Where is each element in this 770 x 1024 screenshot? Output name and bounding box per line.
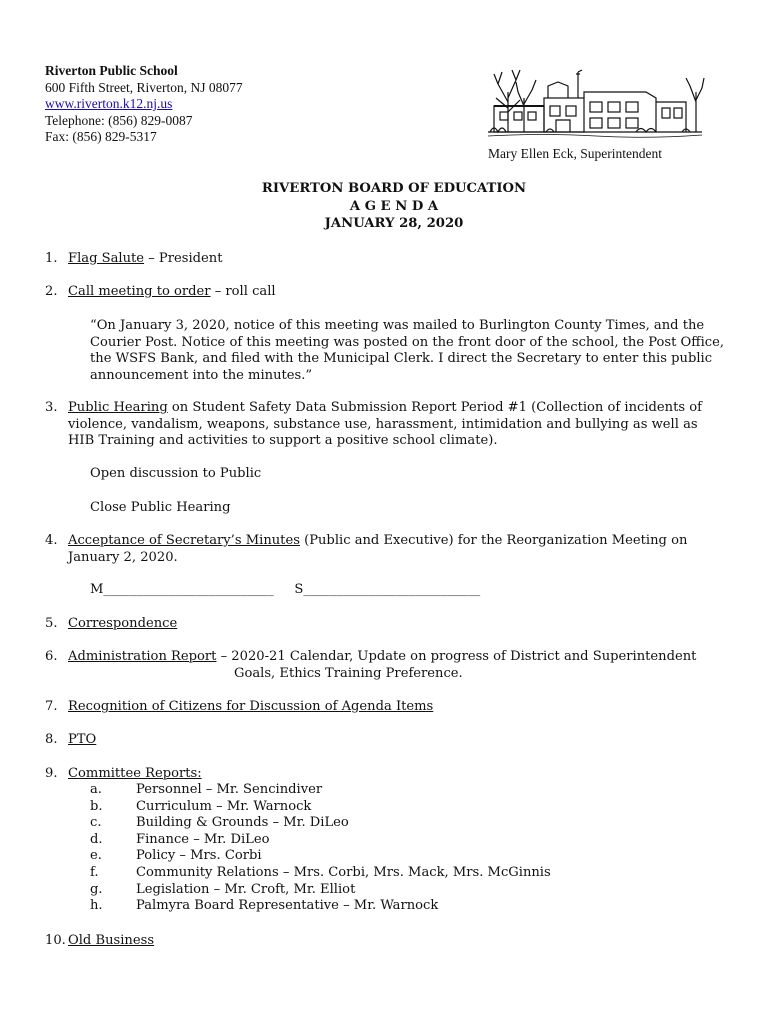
item-label: Committee Reports: (68, 766, 202, 781)
school-building-illustration (486, 62, 706, 140)
agenda-item-correspondence (45, 616, 735, 633)
agenda-item-old-business (45, 933, 735, 950)
item-number: 9. (45, 766, 58, 781)
committee-letter: d. (90, 831, 103, 847)
committee-list (45, 782, 735, 922)
agenda-item-committee-reports (45, 766, 735, 783)
committee-letter: h. (90, 898, 103, 914)
agenda-item-public-hearing (45, 400, 735, 450)
agenda-item-flag-salute (45, 251, 735, 268)
item-detail-line: January 2, 2020. (68, 549, 178, 565)
item-detail: – 2020-21 Calendar, Update on progress of District and Superintendent (216, 649, 697, 664)
agenda-item-recognition-of-citizens (45, 699, 735, 716)
agenda-item-call-to-order (45, 284, 735, 301)
fax: Fax: (856) 829-5317 (45, 129, 157, 145)
notice-line: announcement into the minutes.” (90, 367, 313, 383)
item-label: Recognition of Citizens for Discussion of Agenda Items (68, 699, 434, 714)
notice-line: the WSFS Bank, and filed with the Municipal Clerk. I direct the Secretary to enter this public (90, 351, 713, 367)
committee-letter: a. (90, 782, 102, 797)
agenda-heading: A G E N D A (349, 198, 439, 214)
committee-text: Palmyra Board Representative – Mr. Warnock (136, 898, 439, 914)
item-detail-line: violence, vandalism, weapons, substance use, harassment, intimidation and bullying as well as (68, 416, 698, 432)
item-detail-line: HIB Training and activities to support a positive school climate). (68, 433, 498, 449)
item-label: Flag Salute (68, 251, 145, 266)
item-number: 10. (45, 933, 66, 948)
item-number: 2. (45, 284, 58, 299)
item-number: 6. (45, 649, 58, 664)
agenda-title-block (0, 180, 770, 233)
motion-second-line: M__________________________ S___________________________ (90, 582, 481, 597)
superintendent-name: Mary Ellen Eck, Superintendent (488, 146, 662, 161)
item-detail: – President (144, 251, 223, 266)
close-hearing: Close Public Hearing (90, 500, 231, 515)
item-detail: – roll call (210, 284, 276, 299)
item-detail-line: Goals, Ethics Training Preference. (234, 665, 463, 681)
item-number: 7. (45, 699, 58, 714)
committee-text: Policy – Mrs. Corbi (136, 848, 262, 864)
public-notice-statement (90, 318, 770, 384)
committee-letter: b. (90, 798, 103, 814)
meeting-date: JANUARY 28, 2020 (324, 216, 464, 232)
item-label: Public Hearing (68, 400, 168, 415)
item-number: 4. (45, 533, 58, 548)
committee-text: Community Relations – Mrs. Corbi, Mrs. Mack, Mrs. McGinnis (136, 865, 551, 880)
agenda-item-pto (45, 732, 735, 749)
item-detail: on Student Safety Data Submission Report Period #1 (Collection of incidents of (167, 400, 702, 415)
committee-letter: g. (90, 881, 103, 897)
item-label: Acceptance of Secretary’s Minutes (68, 533, 300, 548)
item-number: 5. (45, 616, 58, 631)
committee-letter: c. (90, 815, 102, 831)
item-label: Correspondence (68, 616, 178, 631)
board-title: RIVERTON BOARD OF EDUCATION (261, 181, 527, 196)
school-address: 600 Fifth Street, Riverton, NJ 08077 (45, 79, 243, 95)
item-number: 8. (45, 732, 58, 747)
committee-text: Curriculum – Mr. Warnock (136, 798, 312, 814)
item-label: Old Business (68, 933, 155, 948)
agenda-item-administration-report (45, 649, 735, 682)
item-label: PTO (68, 732, 97, 747)
telephone: Telephone: (856) 829-0087 (45, 112, 193, 128)
open-discussion: Open discussion to Public (90, 466, 262, 481)
notice-line: “On January 3, 2020, notice of this meeting was mailed to Burlington County Times, and the (90, 318, 705, 333)
school-name: Riverton Public School (45, 63, 178, 78)
committee-text: Building & Grounds – Mr. DiLeo (136, 815, 349, 831)
letterhead (45, 63, 243, 146)
item-number: 1. (45, 251, 58, 266)
committee-text: Personnel – Mr. Sencindiver (136, 782, 323, 797)
agenda-item-minutes (45, 533, 735, 566)
item-detail: (Public and Executive) for the Reorganization Meeting on (299, 533, 688, 548)
item-label: Call meeting to order (68, 284, 211, 299)
website-link[interactable]: www.riverton.k12.nj.us (45, 96, 173, 112)
item-number: 3. (45, 400, 58, 415)
item-label: Administration Report (68, 649, 217, 664)
committee-text: Finance – Mr. DiLeo (136, 831, 270, 847)
committee-letter: f. (90, 865, 99, 880)
committee-text: Legislation – Mr. Croft, Mr. Elliot (136, 881, 356, 897)
notice-line: Courier Post. Notice of this meeting was posted on the front door of the school, the Post Office, (90, 334, 725, 350)
committee-letter: e. (90, 848, 102, 864)
